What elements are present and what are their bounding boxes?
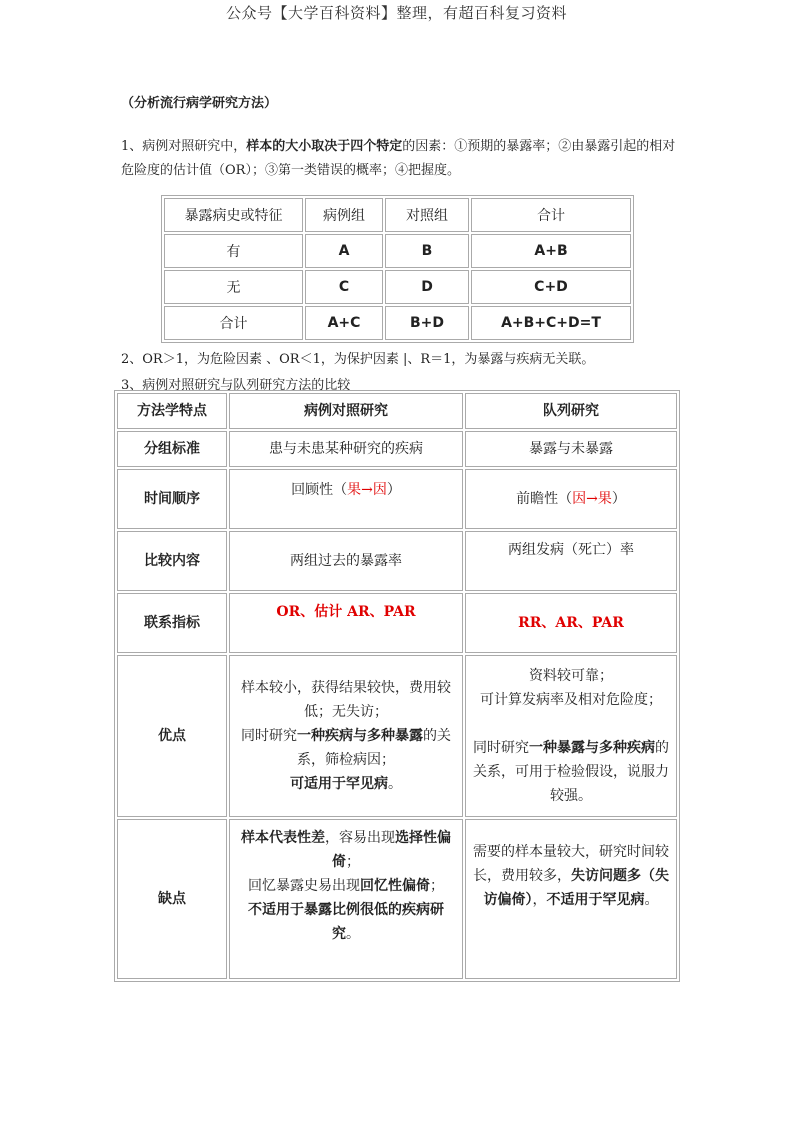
table-cell: B	[385, 234, 469, 268]
dis-case-3end: 。	[346, 926, 360, 942]
table-cell	[465, 469, 677, 529]
p1-rest: 的因素：①预期的暴露率；②由暴露引起的相对危险度的估计值（OR）；③第一类错误的概率；④把握度。	[121, 139, 676, 178]
table-cell: A+C	[305, 306, 383, 340]
adv-case-2a: 同时研究	[241, 728, 297, 744]
table-cell: 两组过去的暴露率	[229, 531, 463, 591]
dis-case-1c: 选择性偏倚	[332, 830, 451, 870]
adv-cohort-3c: 的关系，可用于检验假设，说服力较强。	[473, 740, 669, 804]
adv-case-line: 样本较小，获得结果较快，费用较低；无失访；	[241, 680, 451, 720]
table-cell	[229, 469, 463, 529]
exposure-table	[161, 195, 634, 343]
table-header-cell: 病例对照研究	[229, 393, 463, 429]
table-cell: 两组发病（死亡）率	[465, 531, 677, 591]
table-cell: C+D	[471, 270, 631, 304]
dis-case-line	[236, 898, 456, 946]
table-row	[117, 655, 677, 817]
adv-case-3end: 。	[388, 776, 402, 792]
dis-cohort-4: 不适用于罕见病	[546, 892, 645, 908]
table-cell: C	[305, 270, 383, 304]
comparison-table	[114, 390, 680, 982]
table-row	[164, 198, 631, 232]
dis-cohort-1: 需要的样本量较大，研究时间较长，费用较多，	[473, 844, 669, 884]
paragraph-sample-size	[121, 135, 681, 183]
table-cell: A+B+C+D=T	[471, 306, 631, 340]
dis-cohort-line	[472, 840, 670, 912]
p1-prefix: 1、病例对照研究中，	[121, 139, 247, 154]
adv-case-3: 可适用于罕见病	[290, 776, 388, 792]
dis-case-2b: 回忆性偏倚	[360, 878, 430, 894]
table-header-cell: 对照组	[385, 198, 469, 232]
table-cell	[465, 819, 677, 979]
table-row	[117, 531, 677, 591]
adv-cohort-3b: 一种暴露与多种疾病	[529, 740, 655, 756]
table-cell	[229, 819, 463, 979]
dis-case-1a: 样本代表性差	[241, 830, 325, 846]
row-label-time: 时间顺序	[117, 469, 227, 529]
time-cohort-c: ）	[611, 491, 626, 507]
table-cell: D	[385, 270, 469, 304]
time-cohort-b: 因→果	[572, 491, 612, 507]
table-cell: 无	[164, 270, 303, 304]
table-header-cell: 队列研究	[465, 393, 677, 429]
table-row	[117, 431, 677, 467]
table-cell: RR、AR、PAR	[465, 593, 677, 653]
dis-cohort-3: ，	[532, 892, 547, 908]
table-cell: A+B	[471, 234, 631, 268]
adv-case-line	[236, 724, 456, 772]
table-row	[164, 270, 631, 304]
p1-bold: 样本的大小取决于四个特定	[246, 139, 403, 154]
adv-cohort-line: 可计算发病率及相对危险度；	[480, 692, 662, 708]
dis-cohort-2: 失访问题多（失访偏倚）	[483, 868, 669, 908]
time-case-c: ）	[386, 482, 401, 498]
table-cell: 暴露与未暴露	[465, 431, 677, 467]
adv-cohort-3a: 同时研究	[473, 740, 529, 756]
table-row	[164, 234, 631, 268]
page-header: 公众号【大学百科资料】整理，有超百科复习资料	[225, 4, 567, 22]
dis-case-2a: 回忆暴露史易出现	[248, 878, 360, 894]
dis-cohort-5: 。	[644, 892, 659, 908]
adv-cohort-line	[472, 736, 670, 808]
table-cell: A	[305, 234, 383, 268]
table-cell	[229, 655, 463, 817]
time-case-a: 回顾性（	[291, 482, 348, 498]
paragraph-comparison-title: 3、病例对照研究与队列研究方法的比较	[121, 378, 351, 393]
row-label-grouping: 分组标准	[117, 431, 227, 467]
row-label-index: 联系指标	[117, 593, 227, 653]
row-label-advantages: 优点	[117, 655, 227, 817]
adv-case-2b: 一种疾病与多种暴露	[297, 728, 423, 744]
table-row	[117, 393, 677, 429]
table-row	[117, 593, 677, 653]
adv-case-2c: 的关系，筛检病因；	[297, 728, 451, 768]
dis-case-3: 不适用于暴露比例很低的疾病研究	[248, 902, 444, 942]
table-header-cell: 暴露病史或特征	[164, 198, 303, 232]
table-header-cell: 病例组	[305, 198, 383, 232]
table-header-cell: 方法学特点	[117, 393, 227, 429]
table-header-cell: 合计	[471, 198, 631, 232]
table-row	[164, 306, 631, 340]
row-label-compare: 比较内容	[117, 531, 227, 591]
table-cell: B+D	[385, 306, 469, 340]
dis-case-1d: ；	[346, 854, 360, 870]
table-cell: OR、估计 AR、PAR	[229, 593, 463, 653]
dis-case-2c: ；	[430, 878, 444, 894]
adv-cohort-line: 资料较可靠；	[529, 668, 613, 684]
dis-case-line	[236, 826, 456, 874]
adv-case-line	[236, 772, 456, 796]
table-cell: 合计	[164, 306, 303, 340]
table-row	[117, 819, 677, 979]
dis-case-1b: ，容易出现	[325, 830, 395, 846]
paragraph-or-interpretation: 2、OR＞1，为危险因素 、OR＜1，为保护因素 |、R＝1，为暴露与疾病无关联。	[121, 352, 595, 367]
table-cell: 患与未患某种研究的疾病	[229, 431, 463, 467]
time-cohort-a: 前瞻性（	[516, 491, 573, 507]
table-cell	[465, 655, 677, 817]
time-case-b: 果→因	[347, 482, 387, 498]
section-title: （分析流行病学研究方法）	[121, 96, 278, 111]
dis-case-line	[236, 874, 456, 898]
table-row	[117, 469, 677, 529]
row-label-disadvantages: 缺点	[117, 819, 227, 979]
table-cell: 有	[164, 234, 303, 268]
